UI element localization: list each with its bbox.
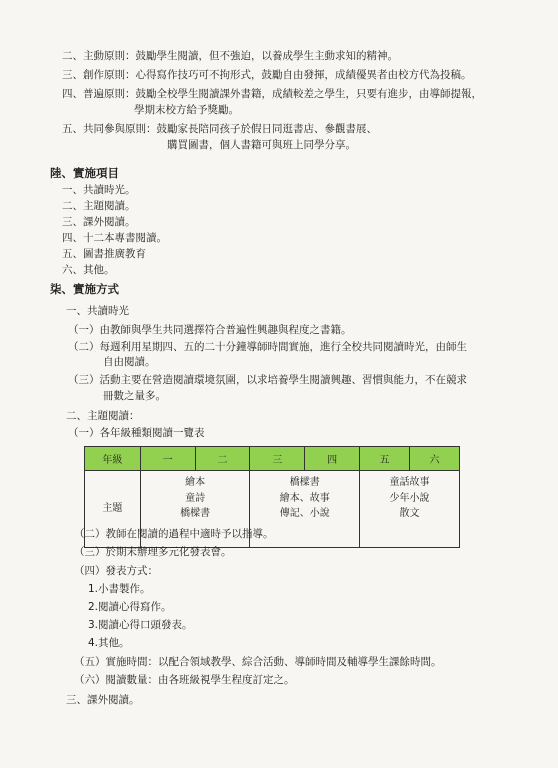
item-number: （一）	[68, 324, 100, 336]
principle-label: 四、普遍原則：	[62, 88, 136, 100]
principle-5	[62, 123, 377, 136]
list-item: （五）實施時間：以配合領域教學、綜合活動、導師時間及輔導學生課餘時間。	[74, 656, 442, 668]
subsection-title: 三、課外閱讀。	[66, 694, 140, 706]
list-item: （四）發表方式：	[74, 565, 158, 577]
list-item: （六）閱讀數量：由各班級視學生程度訂定之。	[74, 674, 295, 686]
header-cell: 二	[195, 447, 250, 471]
cell-text: 散文	[399, 508, 420, 519]
table-cell	[360, 471, 460, 548]
table-header-row	[85, 447, 460, 471]
list-item-cont: 冊數之量多。	[103, 390, 166, 402]
cell-text: 繪本	[185, 477, 206, 488]
list-item	[68, 341, 467, 354]
header-cell: 五	[360, 447, 410, 471]
cell-text: 橋樑書	[289, 477, 320, 488]
principle-2	[62, 50, 398, 63]
header-cell: 四	[305, 447, 360, 471]
header-cell: 一	[140, 447, 195, 471]
principle-text: 鼓勵學生閱讀，但不強迫，以養成學生主動求知的精神。	[135, 50, 398, 62]
section-6-item: 一、共讀時光。	[62, 184, 136, 196]
item-number: （三）	[68, 374, 100, 386]
section-6-item: 三、課外閱讀。	[62, 216, 136, 228]
principle-4-cont: 學期末校方給予獎勵。	[134, 104, 239, 116]
list-item: （二）教師在閱讀的過程中適時予以指導。	[74, 528, 274, 540]
cell-text: 橋樑書	[180, 508, 211, 519]
principle-label: 二、主動原則：	[62, 50, 136, 62]
cell-text: 少年小說	[389, 492, 430, 504]
method-item: 1.小書製作。	[88, 583, 151, 595]
subsection-title: 二、主題閱讀：	[66, 410, 140, 422]
table-caption: （一）各年級種類閱讀一覽表	[68, 427, 205, 439]
principle-label: 三、創作原則：	[62, 69, 136, 81]
header-cell: 三	[250, 447, 305, 471]
section-6-item: 六、其他。	[62, 264, 115, 276]
cell-text: 繪本、故事	[279, 492, 330, 504]
section-7-title: 柒、實施方式	[50, 282, 119, 296]
item-text: 活動主要在營造閱讀環境氛圍，以求培養學生閱讀興趣、習慣與能力，不在競求	[99, 374, 467, 386]
item-text: 每週利用星期四、五的二十分鐘導師時間實施，進行全校共同閱讀時光，由師生	[99, 341, 467, 353]
section-6-item: 五、圖書推廣教育	[62, 248, 146, 260]
header-cell: 六	[410, 447, 460, 471]
row-label: 主題	[85, 471, 141, 548]
principle-label: 五、共同參與原則：	[62, 123, 157, 135]
header-cell: 年級	[85, 447, 141, 471]
principle-text: 鼓勵全校學生閱讀課外書籍，成績較差之學生，只要有進步，由導師提報，	[135, 88, 482, 100]
method-item: 2.閱讀心得寫作。	[88, 601, 172, 613]
subsection-title: 一、共讀時光	[66, 305, 129, 317]
list-item: （三）於期末辦理多元化發表會。	[74, 546, 232, 558]
principle-text: 鼓勵家長陪同孩子於假日同逛書店、參觀書展、	[156, 123, 377, 135]
principle-4	[62, 88, 482, 101]
principle-3	[62, 69, 472, 82]
item-text: 由教師與學生共同選擇符合普遍性興趣與程度之書籍。	[99, 324, 352, 336]
list-item	[68, 374, 467, 387]
method-item: 4.其他。	[88, 637, 130, 649]
section-6-item: 四、十二本專書閱讀。	[62, 232, 167, 244]
section-6-item: 二、主題閱讀。	[62, 200, 136, 212]
method-item: 3.閱讀心得口頭發表。	[88, 619, 193, 631]
list-item	[68, 324, 352, 337]
cell-text: 童詩	[185, 492, 206, 504]
section-6-title: 陸、實施項目	[50, 166, 119, 180]
cell-text: 童話故事	[389, 477, 430, 488]
cell-text: 傳記、小說	[279, 508, 330, 519]
item-number: （二）	[68, 341, 100, 353]
list-item-cont: 自由閱讀。	[103, 356, 156, 368]
principle-text: 心得寫作技巧可不拘形式，鼓勵自由發揮，成績優異者由校方代為投稿。	[135, 69, 472, 81]
principle-5-cont: 購買圖書，個人書籍可與班上同學分享。	[167, 139, 356, 151]
